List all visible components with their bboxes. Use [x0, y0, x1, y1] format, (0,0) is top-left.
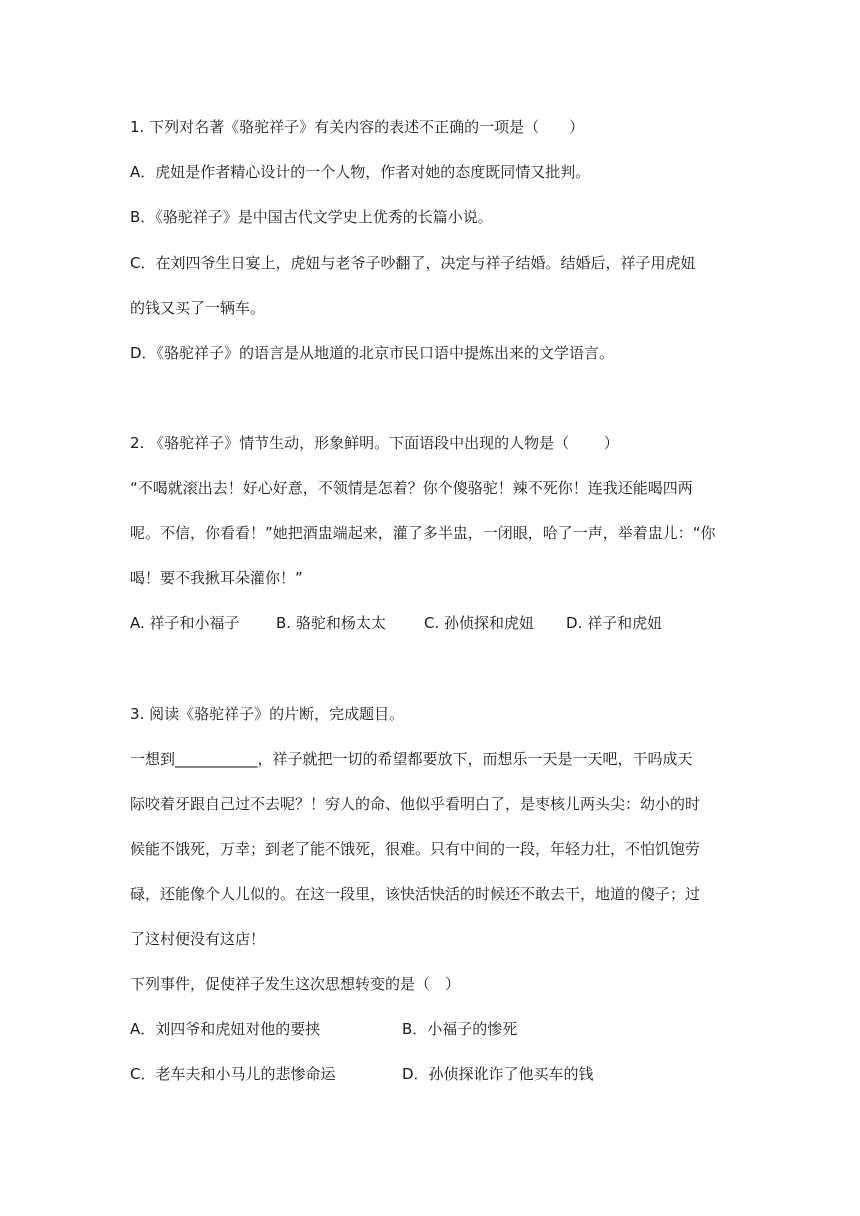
q2-stem: 2. 《骆驼祥子》情节生动，形象鲜明。下面语段中出现的人物是（ ）	[130, 434, 619, 452]
q2-passage-line1: “不喝就滚出去！好心好意，不领情是怎着？你个傻骆驼！辣不死你！连我还能喝四两	[130, 479, 693, 497]
q2-passage-line2: 呢。不信，你看看！”她把酒盅端起来，灌了多半盅，一闭眼，哈了一声，举着盅儿：“你	[130, 524, 716, 542]
q2-option-a: A. 祥子和小福子	[130, 614, 240, 632]
q2-option-c: C. 孙侦探和虎妞	[424, 614, 535, 632]
q1-option-b: B．《骆驼祥子》是中国古代文学史上优秀的长篇小说。	[130, 208, 493, 226]
q3-passage-line2: 际咬着牙跟自己过不去呢？！穷人的命、他似乎看明白了，是枣核儿两头尖：幼小的时	[130, 795, 701, 813]
q2-option-b: B. 骆驼和杨太太	[276, 614, 386, 632]
q1-option-c-line2: 的钱又买了一辆车。	[130, 299, 266, 317]
q1-stem: 1. 下列对名著《骆驼祥子》有关内容的表述不正确的一项是（ ）	[130, 118, 585, 136]
q3-option-b: B．小福子的惨死	[402, 1020, 518, 1038]
q2-passage-line3: 喝！要不我揪耳朵灌你！”	[130, 569, 303, 587]
q3-passage-line5: 了这村便没有这店！	[130, 930, 266, 948]
q1-option-a: A．虎妞是作者精心设计的一个人物，作者对她的态度既同情又批判。	[130, 163, 591, 181]
q3-passage-line1: 一想到___________，祥子就把一切的希望都要放下，而想乐一天是一天吧，干吗成天	[130, 750, 693, 768]
q3-stem: 3. 阅读《骆驼祥子》的片断，完成题目。	[130, 705, 405, 723]
q1-option-d: D．《骆驼祥子》的语言是从地道的北京市民口语中提炼出来的文学语言。	[130, 344, 615, 362]
q3-passage-line3: 候能不饿死，万幸；到老了能不饿死，很难。只有中间的一段，年轻力壮，不怕饥饱劳	[130, 840, 701, 858]
q3-question: 下列事件，促使祥子发生这次思想转变的是（ ）	[130, 975, 461, 993]
q3-option-d: D．孙侦探讹诈了他买车的钱	[402, 1065, 594, 1083]
q3-passage-line4: 碌，还能像个人儿似的。在这一段里，该快活快活的时候还不敢去干，地道的傻子；过	[130, 885, 701, 903]
q3-option-a: A．刘四爷和虎妞对他的要挟	[130, 1020, 321, 1038]
q1-option-c-line1: C．在刘四爷生日宴上，虎妞与老爷子吵翻了，决定与祥子结婚。结婚后，祥子用虎妞	[130, 254, 696, 272]
q2-option-d: D. 祥子和虎妞	[566, 614, 663, 632]
q3-option-c: C．老车夫和小马儿的悲惨命运	[130, 1065, 336, 1083]
